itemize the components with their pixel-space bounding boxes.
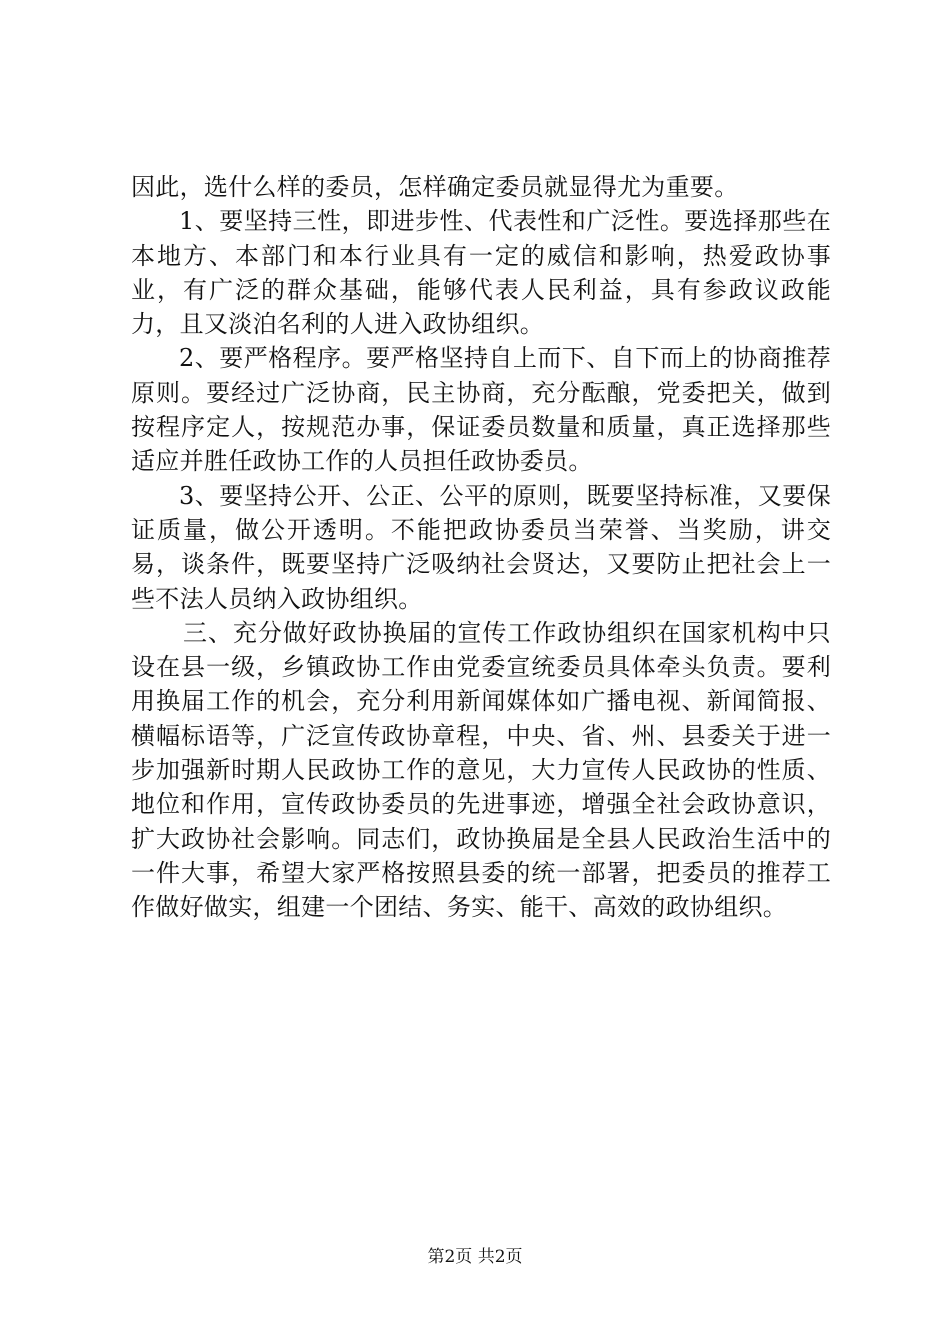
page-footer xyxy=(0,1242,950,1267)
paragraph-section-3: 三、充分做好政协换届的宣传工作政协组织在国家机构中只设在县一级，乡镇政协工作由党委宣统委员具体牵头负责。要利用换届工作的机会，充分利用新闻媒体如广播电视、新闻简报、横幅标语等，广泛宣传政协章程，中央、省、州、县委关于进一步加强新时期人民政协工作的意见，大力宣传人民政协的性质、地位和作用，宣传政协委员的先进事迹，增强全社会政协意识，扩大政协社会影响。同志们，政协换届是全县人民政治生活中的一件大事，希望大家严格按照县委的统一部署，把委员的推荐工作做好做实，组建一个团结、务实、能干、高效的政协组织。 xyxy=(131,618,831,922)
paragraph-point-3: 3、要坚持公开、公正、公平的原则，既要坚持标准，又要保证质量，做公开透明。不能把政协委员当荣誉、当奖励，讲交易，谈条件，既要坚持广泛吸纳社会贤达，又要防止把社会上一些不法人员纳入政协组织。 xyxy=(131,481,831,613)
paragraph-point-1: 1、要坚持三性，即进步性、代表性和广泛性。要选择那些在本地方、本部门和本行业具有一定的威信和影响，热爱政协事业，有广泛的群众基础，能够代表人民利益，具有参政议政能力，且又淡泊名利的人进入政协组织。 xyxy=(131,207,831,339)
page-number-label: 第2页 共2页 xyxy=(427,1247,523,1267)
paragraph-point-2: 2、要严格程序。要严格坚持自上而下、自下而上的协商推荐原则。要经过广泛协商，民主协商，充分酝酿，党委把关，做到按程序定人，按规范办事，保证委员数量和质量，真正选择那些适应并胜任政协工作的人员担任政协委员。 xyxy=(131,344,831,476)
document-body xyxy=(131,170,831,925)
paragraph-continuation: 因此，选什么样的委员，怎样确定委员就显得尤为重要。 xyxy=(131,173,739,201)
